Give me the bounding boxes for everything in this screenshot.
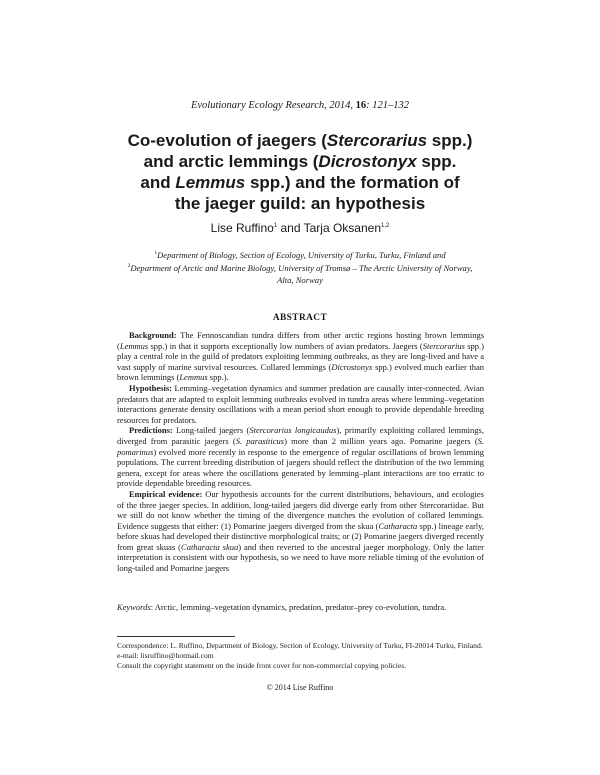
author-1-affil-mark: 1 [273, 223, 278, 229]
author-2-affil-mark: 1,2 [381, 223, 390, 229]
evidence-label: Empirical evidence: [129, 488, 203, 499]
correspondence-note: Correspondence: L. Ruffino, Department of Biology, Section of Ecology, University of Turku, FI-20014 Turku, Finland. e-mail: lisruffino@hotmail.com [117, 641, 483, 660]
background-label: Background: [129, 330, 177, 340]
keywords [117, 602, 484, 613]
author-separator: and [277, 221, 304, 235]
affiliation-1: $^1$Department of Biology, Section of Ecology, University of Turku, Turku, Finland and [154, 249, 446, 260]
affiliation-2: $^2$Department of Arctic and Marine Biology, University of Tromsø – The Arctic University of Norway, Alta, Norway [127, 263, 473, 285]
author-oksanen: Tarja Oksanen [303, 221, 381, 235]
title-line-1: Co-evolution of jaegers (Stercorarius spp.) [127, 131, 473, 150]
keywords-label: Keywords [117, 602, 151, 612]
journal-name: Evolutionary Ecology Research [190, 100, 325, 111]
copyright-line: © 2014 Lise Ruffino [266, 683, 334, 692]
paper-title [60, 130, 540, 214]
abstract-body [117, 330, 484, 574]
hypothesis-label: Hypothesis: [129, 382, 172, 393]
footnote [117, 641, 487, 670]
abstract-predictions: Predictions: Long-tailed jaegers (Stercorarius longicaudus), primarily exploiting collared lemmings, diverged from parasitic jaegers (S. parasiticus) more than 2 million years ago. Pomarine jaegers (S. pomarinus) evolved more recently in response to the emergence of regular oscillations of brown lemming populations. The current breeding distribution of jaegers should reflect the distribution of the two lemming genera, except for areas where the oscillations generated by lemming–plant interactions are too erratic to provide dependable breeding resources. [117, 425, 485, 489]
keywords-text: : Arctic, lemming–vegetation dynamics, predation, predator–prey co-evolution, tundra. [150, 602, 447, 612]
title-line-4: the jaeger guild: an hypothesis [174, 194, 426, 213]
journal-citation [0, 100, 600, 111]
footnote-divider [117, 636, 235, 637]
title-line-3: and Lemmus spp.) and the formation of [140, 173, 460, 192]
abstract-hypothesis: Hypothesis: Lemming–vegetation dynamics and summer predation are causally inter-connected. Avian predators that are adapted to exploit lemming outbreaks evolved in tundra areas where lemming–vegetation interactions generate density oscillations with a mean period short enough to provide dependable breeding resources for predators. [117, 382, 484, 425]
title-line-2: and arctic lemmings (Dicrostonyx spp. [143, 152, 457, 171]
abstract-background: Background: The Fennoscandian tundra differs from other arctic regions hosting brown lemmings (Lemmus spp.) in that it supports exceptionally low numbers of avian predators. Jaegers (Stercorarius spp.) play a central role in the guild of predators exploiting lemming outbreaks, as they are long-lived and have a vast supply of marine survival resources. Collared lemmings (Dicrostonyx spp.) evolved much earlier than brown lemmings (Lemmus spp.). [117, 330, 485, 383]
affiliations [120, 248, 480, 286]
author-list [0, 221, 600, 235]
abstract-evidence: Empirical evidence: Our hypothesis accounts for the current distributions, behaviours, and ecologies of the three jaeger species. In addition, long-tailed jaegers did diverge early from other Stercorariidae. But we still do not know whether the timing of the divergence matches the evolution of collared lemmings. Evidence suggests that either: (1) Pomarine jaegers diverged from the skua (Catharacta spp.) lineage early, before skuas had developed their distinctive morphological traits; or (2) Pomarine jaegers diverged recently from great skuas (Catharacta skua) and then reverted to the ancestral jaeger morphology. Only the latter interpretation is consistent with our hypothesis, so we need to have more reliable timing of the evolution of long-tailed and Pomarine jaegers [117, 488, 484, 574]
journal-pages: : 121–132 [366, 100, 410, 111]
abstract-heading: ABSTRACT [272, 313, 328, 323]
journal-year: , 2014, [324, 100, 356, 111]
author-ruffino: Lise Ruffino [210, 221, 274, 235]
predictions-label: Predictions: [129, 425, 173, 436]
journal-volume: 16 [355, 100, 367, 111]
copyright-policy-note: Consult the copyright statement on the inside front cover for non-commercial copying policies. [117, 660, 407, 670]
